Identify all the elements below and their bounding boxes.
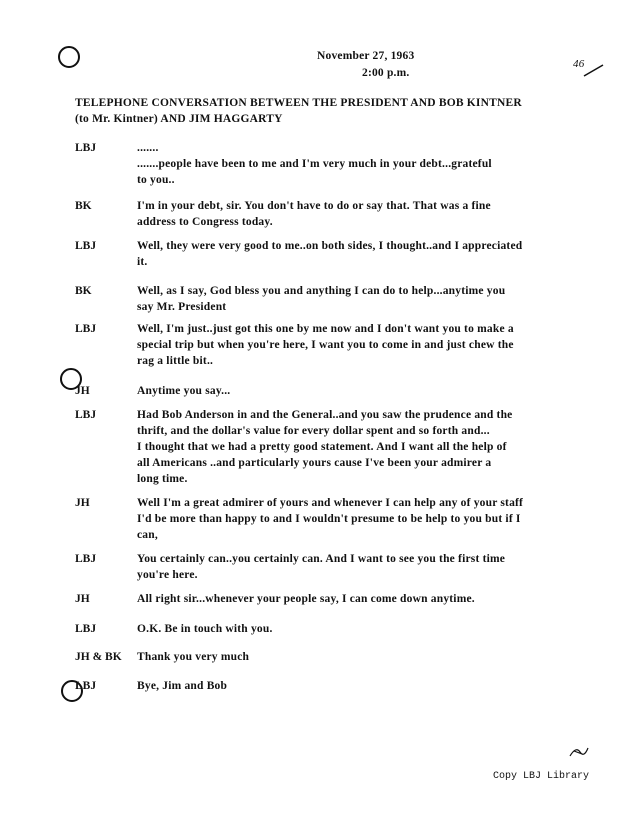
dialogue-line: Bye, Jim and Bob xyxy=(137,680,228,692)
dialogue-line: you're here. xyxy=(137,569,198,581)
dialogue-line: .......people have been to me and I'm very much in your debt...grateful xyxy=(137,158,492,170)
dialogue-line: it. xyxy=(137,256,148,268)
dialogue-line: thrift, and the dollar's value for every dollar spent and so forth and... xyxy=(137,425,490,437)
handwritten-initials xyxy=(568,742,590,760)
dialogue-line: rag a little bit.. xyxy=(137,355,214,367)
dialogue-line: ....... xyxy=(137,142,159,154)
dialogue-line: You certainly can..you certainly can. And I want to see you the first time xyxy=(137,553,506,565)
speaker-label: LBJ xyxy=(75,142,97,154)
dialogue-line: say Mr. President xyxy=(137,301,227,313)
document-title-line-1: TELEPHONE CONVERSATION BETWEEN THE PRESIDENT AND BOB KINTNER xyxy=(75,97,522,109)
speaker-label: LBJ xyxy=(75,623,97,635)
dialogue-line: Well, as I say, God bless you and anything I can do to help...anytime you xyxy=(137,285,506,297)
handwritten-slash-mark xyxy=(583,62,605,78)
dialogue-line: to you.. xyxy=(137,174,175,186)
dialogue-line: O.K. Be in touch with you. xyxy=(137,623,273,635)
speaker-label: LBJ xyxy=(75,323,97,335)
speaker-label: LBJ xyxy=(75,409,97,421)
speaker-label: BK xyxy=(75,200,92,212)
dialogue-line: special trip but when you're here, I want you to come in and just chew the xyxy=(137,339,514,351)
dialogue-line: all Americans ..and particularly yours cause I've been your admirer a xyxy=(137,457,492,469)
dialogue-line: Well, they were very good to me..on both sides, I thought..and I appreciated xyxy=(137,240,523,252)
speaker-label: LBJ xyxy=(75,553,97,565)
handwritten-page-mark: 46 xyxy=(573,58,585,70)
speaker-label: LBJ xyxy=(75,240,97,252)
punch-hole-top xyxy=(58,46,80,68)
speaker-label: LBJ xyxy=(75,680,97,692)
document-title-line-2: (to Mr. Kintner) AND JIM HAGGARTY xyxy=(75,113,283,125)
speaker-label: JH xyxy=(75,593,90,605)
dialogue-line: I'm in your debt, sir. You don't have to do or say that. That was a fine xyxy=(137,200,491,212)
copy-note: Copy LBJ Library xyxy=(493,771,590,782)
speaker-label: JH xyxy=(75,385,90,397)
dialogue-line: Well I'm a great admirer of yours and whenever I can help any of your staff xyxy=(137,497,524,509)
speaker-label: JH & BK xyxy=(75,651,122,663)
document-time: 2:00 p.m. xyxy=(362,67,410,79)
dialogue-line: I thought that we had a pretty good statement. And I want all the help of xyxy=(137,441,507,453)
speaker-label: JH xyxy=(75,497,90,509)
dialogue-line: Had Bob Anderson in and the General..and you saw the prudence and the xyxy=(137,409,513,421)
dialogue-line: Thank you very much xyxy=(137,651,250,663)
dialogue-line: All right sir...whenever your people say, I can come down anytime. xyxy=(137,593,475,605)
document-date: November 27, 1963 xyxy=(317,50,415,62)
speaker-label: BK xyxy=(75,285,92,297)
dialogue-line: long time. xyxy=(137,473,188,485)
dialogue-line: Well, I'm just..just got this one by me now and I don't want you to make a xyxy=(137,323,514,335)
dialogue-line: I'd be more than happy to and I wouldn't presume to be help to you but if I xyxy=(137,513,521,525)
dialogue-line: Anytime you say... xyxy=(137,385,231,397)
dialogue-line: can, xyxy=(137,529,158,541)
dialogue-line: address to Congress today. xyxy=(137,216,273,228)
